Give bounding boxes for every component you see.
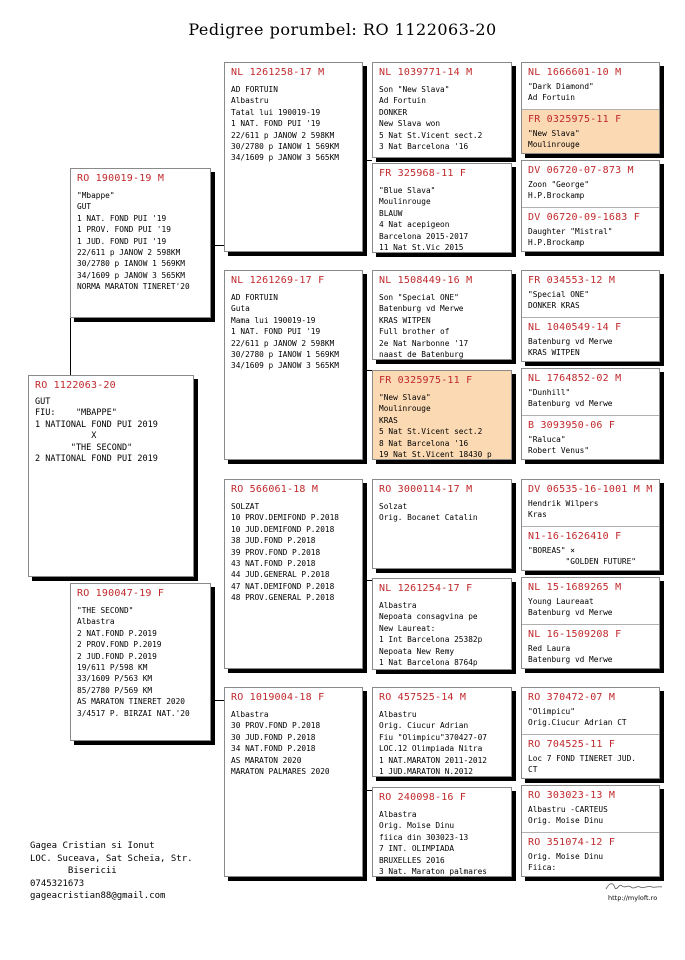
gen4-card-pair[interactable]	[521, 785, 660, 877]
ring-number: DV 06535-16-1001 M M	[528, 484, 653, 495]
bird-details: Albastru Orig. Ciucur Adrian Fiu "Olimpicu"370427-07 LOC.12 Olimpiada Nitra 1 NAT.MARATON 2011-2012 1 JUD.MARATON N.2012	[379, 710, 487, 777]
gen3-card[interactable]	[372, 578, 512, 670]
bird-details: Hendrik Wilpers Kras	[528, 499, 599, 519]
connector-line	[70, 315, 71, 377]
connector-line	[362, 370, 372, 371]
gen4-card-pair[interactable]	[521, 479, 660, 571]
ring-number: NL 1039771-14 M	[379, 67, 473, 78]
granddam-paternal-card[interactable]	[224, 270, 363, 460]
gen3-card[interactable]	[372, 479, 512, 569]
bird-details: "New Slava" Moulinrouge KRAS 5 Nat St.Vicent sect.2 8 Nat Barcelona '16 19 Nat St.Vicent 18430 p	[379, 393, 492, 460]
ring-number: NL 1040549-14 F	[528, 322, 622, 333]
breeder-contact: Gagea Cristian si Ionut LOC. Suceava, Sat Scheia, Str. Bisericii 0745321673 gageacristian88@gmail.com	[30, 841, 193, 901]
ring-number: NL 15-1689265 M	[528, 582, 622, 593]
grandsire-maternal-card[interactable]	[224, 479, 363, 669]
connector-line	[210, 700, 224, 701]
bird-details: Albastra Orig. Moise Dinu fiica din 303023-13 7 INT. OLIMPIADA BRUXELLES 2016 3 Nat. Maraton palmares	[379, 810, 487, 877]
page-title: Pedigree porumbel: RO 1122063-20	[188, 20, 497, 39]
ring-number: NL 16-1509208 F	[528, 629, 622, 640]
bird-details: Zoon "George" H.P.Brockamp	[528, 180, 590, 200]
gen4-card-pair[interactable]	[521, 687, 660, 779]
ring-number: NL 1764852-02 M	[528, 373, 622, 384]
connector-line	[362, 580, 372, 581]
ring-number: FR 325968-11 F	[379, 168, 467, 179]
ring-number: RO 240098-16 F	[379, 792, 467, 803]
dam-details: "THE SECOND" Albastra 2 NAT.FOND P.2019 2 PROV.FOND P.2019 2 JUD.FOND P.2019 19/611 P/598 KM 33/1609 P/563 KM 85/2780 P/569 KM AS MARATON TINERET 2020 3/4517 P. BIRZAI NAT.'20	[77, 606, 190, 718]
gen4-card-pair[interactable]	[521, 270, 660, 362]
gen3-card[interactable]	[372, 687, 512, 777]
ring-number: NL 1508449-16 M	[379, 275, 473, 286]
ring-number: FR 0325975-11 F	[528, 114, 622, 125]
connector-line	[210, 245, 224, 246]
bird-details: Albastra 30 PROV.FOND P.2018 30 JUD.FOND P.2018 34 NAT.FOND P.2018 AS MARATON 2020 MARATON PALMARES 2020	[231, 710, 330, 777]
sire-card[interactable]	[70, 168, 211, 318]
bird-details: Orig. Moise Dinu Fiica:	[528, 852, 604, 872]
bird-details: "Dark Diamond" Ad Fortuin	[528, 82, 594, 102]
subject-details: GUT FIU: "MBAPPE" 1 NATIONAL FOND PUI 2019 X "THE SECOND" 2 NATIONAL FOND PUI 2019	[35, 397, 158, 465]
bird-details: "New Slava" Moulinrouge	[528, 129, 580, 149]
website-link[interactable]: http://myloft.ro	[608, 894, 658, 902]
connector-line	[362, 160, 372, 161]
bird-details: "Olimpicu" Orig.Ciucur Adrian CT	[528, 707, 627, 727]
bird-details: Batenburg vd Merwe KRAS WITPEN	[528, 337, 613, 357]
bird-details: Son "New Slava" Ad Fortuin DONKER New Slava won 5 Nat St.Vicent sect.2 3 Nat Barcelona '16	[379, 85, 483, 152]
bird-details: Son "Special ONE" Batenburg vd Merwe KRAS WITPEN Full brother of 2e Nat Narbonne '17 naast de Batenburg	[379, 293, 469, 360]
ring-number: RO 704525-11 F	[528, 739, 616, 750]
gen3-card[interactable]	[372, 62, 512, 158]
ring-number: RO 351074-12 F	[528, 837, 616, 848]
gen4-card-pair[interactable]	[521, 577, 660, 669]
bird-details: AD FORTUIN Guta Mama lui 190019-19 1 NAT. FOND PUI '19 22/611 p JANOW 2 598KM 30/2780 p IANOW 1 569KM 34/1609 p JANOW 3 565KM	[231, 293, 339, 371]
gen3-card[interactable]	[372, 270, 512, 360]
subject-card[interactable]	[28, 375, 194, 577]
ring-number: NL 1261258-17 M	[231, 67, 325, 78]
bird-details: Solzat Orig. Bocanet Catalin	[379, 502, 478, 523]
bird-details: "Blue Slava" Moulinrouge BLAUW 4 Nat acepigeon Barcelona 2015-2017 11 Nat St.Vic 2015	[379, 186, 469, 253]
dam-card[interactable]	[70, 583, 211, 741]
ring-number: B 3093950-06 F	[528, 420, 616, 431]
ring-number: DV 06720-09-1683 F	[528, 212, 640, 223]
bird-details: Loc 7 FOND TINERET JUD. CT	[528, 754, 636, 774]
sire-ring-number: RO 190019-19 M	[77, 173, 165, 184]
bird-details: "Special ONE" DONKER KRAS	[528, 290, 590, 310]
ring-number: NL 1666601-10 M	[528, 67, 622, 78]
bird-details: Daughter "Mistral" H.P.Brockamp	[528, 227, 613, 247]
grandsire-paternal-card[interactable]	[224, 62, 363, 252]
ring-number: N1-16-1626410 F	[528, 531, 622, 542]
bird-details: AD FORTUIN Albastru Tatal lui 190019-19 1 NAT. FOND PUI '19 22/611 p JANOW 2 598KM 30/2780 p IANOW 1 569KM 34/1609 p JANOW 3 565KM	[231, 85, 339, 163]
gen4-card-pair[interactable]	[521, 160, 660, 252]
ring-number: DV 06720-07-873 M	[528, 165, 634, 176]
sire-details: "Mbappe" GUT 1 NAT. FOND PUI '19 1 PROV. FOND PUI '19 1 JUD. FOND PUI '19 22/611 p JANOW 2 598KM 30/2780 p IANOW 1 569KM 34/1609 p JANOW 3 565KM NORMA MARATON TINERET'20	[77, 191, 190, 292]
bird-details: Red Laura Batenburg vd Merwe	[528, 644, 613, 664]
bird-details: Albastra Nepoata consagvina pe New Laureat: 1 Int Barcelona 25382p Nepoata New Remy 1 Nat Barcelona 8764p	[379, 601, 483, 668]
ring-number: RO 457525-14 M	[379, 692, 467, 703]
ring-number: RO 370472-07 M	[528, 692, 616, 703]
ring-number: RO 1019004-18 F	[231, 692, 325, 703]
granddam-maternal-card[interactable]	[224, 687, 363, 877]
ring-number: RO 3000114-17 M	[379, 484, 473, 495]
bird-details: Young Laureaat Batenburg vd Merwe	[528, 597, 613, 617]
signature-icon	[604, 880, 664, 892]
bird-details: Albastru -CARTEUS Orig. Moise Dinu	[528, 805, 608, 825]
connector-line	[362, 790, 372, 791]
ring-number: RO 303023-13 M	[528, 790, 616, 801]
bird-details: "Raluca" Robert Venus"	[528, 435, 590, 455]
dam-ring-number: RO 190047-19 F	[77, 588, 165, 599]
ring-number: FR 034553-12 M	[528, 275, 616, 286]
bird-details: "BOREAS" × "GOLDEN FUTURE"	[528, 546, 636, 566]
gen3-card-highlighted[interactable]	[372, 370, 512, 460]
gen4-card-pair[interactable]	[521, 62, 660, 154]
gen3-card[interactable]	[372, 163, 512, 253]
subject-ring-number: RO 1122063-20	[35, 380, 116, 391]
bird-details: SOLZAT 10 PROV.DEMIFOND P.2018 10 JUD.DEMIFOND P.2018 38 JUD.FOND P.2018 39 PROV.FOND P.2018 43 NAT.FOND P.2018 44 JUD.GENERAL P.2018 47 NAT.DEMIFOND P.2018 48 PROV.GENERAL P.2018	[231, 502, 339, 603]
ring-number: NL 1261269-17 F	[231, 275, 325, 286]
bird-details: "Dunhill" Batenburg vd Merwe	[528, 388, 613, 408]
gen4-card-pair[interactable]	[521, 368, 660, 460]
gen3-card[interactable]	[372, 787, 512, 877]
ring-number: FR 0325975-11 F	[379, 375, 473, 386]
ring-number: RO 566061-18 M	[231, 484, 319, 495]
ring-number: NL 1261254-17 F	[379, 583, 473, 594]
